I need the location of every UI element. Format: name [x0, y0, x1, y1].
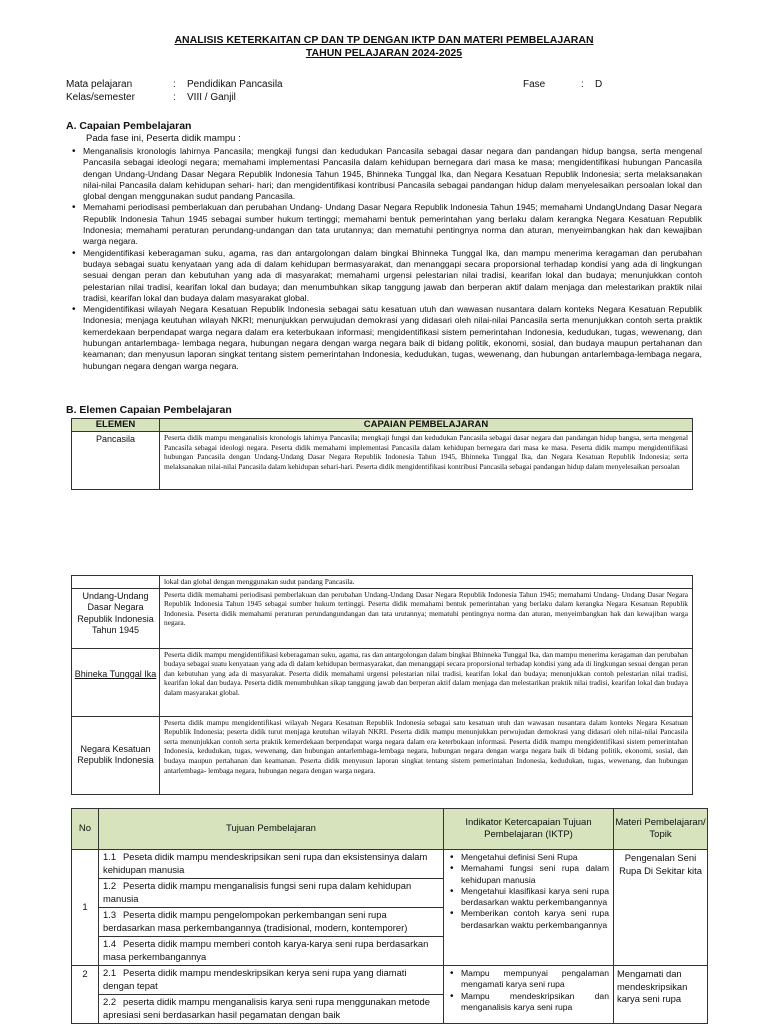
materi-topic: Pengenalan Seni Rupa Di Sekitar kita [614, 850, 708, 966]
elemen-bhineka-cell [72, 648, 160, 716]
tp-number: 2.2 [103, 996, 117, 1007]
iktp-item: • Mengetahui definisi Seni Rupa [446, 852, 609, 863]
fase-label: Fase [523, 79, 546, 90]
tp-text: Peseta didik mampu mendeskripsikan seni rupa dan eksistensinya dalam kehidupan manusia [103, 851, 428, 875]
cp-column-header: CAPAIAN PEMBELAJARAN [160, 419, 693, 432]
tp-number: 2.1 [103, 967, 117, 978]
tp-number: 1.2 [103, 880, 117, 891]
cp-pancasila-continued: lokal dan global dengan menggunakan sudut pandang Pancasila. [160, 576, 693, 589]
elemen-nkri: Negara Kesatuan Republik Indonesia [72, 716, 160, 794]
cp-bullet-item: • Menganalisis kronologis lahirnya Pancasila; mengkaji fungsi dan kedudukan Pancasila sebagai dasar negara dan pandangan hidup bangsa, serta mengenal Pancasila sebagai ideologi negara; memahami implementasi Pancasila dalam kehidupan bernegara dari masa ke masa; mengidentifikasi hubungan Pancasila dengan Undang-Undang Dasar Negara Republik Indonesia Tahun 1945, Bhinneka Tunggal Ika, dan Negara Kesatuan Republik Indonesia; serta melaksanakan nilai-nilai Pancasila dalam kehidupan sehari- hari; dan mengidentifikasi kontribusi Pancasila sebagai pandangan hidup dalam menyelesaikan persoalan lokal dan global dengan menggunakan sudut pandang Pancasila. [68, 146, 702, 202]
tp-text: Peserta didik mampu pengelompokan perkembangan seni rupa berdasarkan masa perkembangannya (tradisional, modern, kontemporer) [103, 909, 408, 933]
tp-item [99, 879, 444, 908]
elemen-cp-table-continued [71, 575, 693, 795]
row-number: 1 [72, 850, 99, 966]
cp-bullet-item: • Memahami periodisasi pemberlakuan dan perubahan Undang- Undang Dasar Negara Republik Indonesia Tahun 1945; memahami UndangUndang Dasar Negara Republik Indonesia Tahun 1945 sebagai sumber hukum tertinggi; memahami bentuk pemerintahan yang berlaku dalam kerangka Negara Kesatuan Republik Indonesia; memahami peraturan perundang-undangan dan tata urutannya; dan mematuhi pentingnya norma dan aturan, menyeimbangkan hak dan kewajiban warga negara. [68, 202, 702, 247]
cp-nkri: Peserta didik mampu mengidentifikasi wilayah Negara Kesatuan Republik Indonesia sebagai satu kesatuan utuh dan wawasan nusantara dalam konteks Negara Kesatuan Republik Indonesia; peserta didik turut menjaga keutuhan wilayah NKRI. Peserta didik mampu menunjukkan perwujudan demokrasi yang didasari oleh nilai-nilai Pancasila serta menunjukkan contoh serta praktik kemerdekaan berpendapat warga negara dalam era keterbukaan informasi. Peserta didik mampu mengidentifikasi sistem pemerintahan Indonesia, kedudukan, tugas, wewenang, dan hubungan antarlembaga-lembaga negara, hubungan negara dengan warga negara baik di bidang politik, ekonomi, sosial, dan budaya maupun pertahanan dan keamanan. Peserta didik menyusun laporan singkat tentang sistem pemerintahan Indonesia, kedudukan, tugas, wewenang, dan hubungan antarlembaga- lembaga negara, hubungan negara dengan warga negara. [160, 716, 693, 794]
no-column-header: No [72, 809, 99, 850]
elemen-uud-1945: Undang-Undang Dasar Negara Republik Indonesia Tahun 1945 [72, 588, 160, 648]
iktp-column-header: Indikator Ketercapaian Tujuan Pembelajaran (IKTP) [444, 809, 614, 850]
tp-item [99, 937, 444, 966]
elemen-bhineka: Bhineka Tunggal Ika [74, 668, 157, 679]
materi-topic: Mengamati dan mendeskripsikan karya seni rupa [614, 966, 708, 1024]
row-number: 2 [72, 966, 99, 1024]
kelas-value: VIII / Ganjil [187, 92, 236, 103]
tp-item [99, 850, 444, 879]
title-line-1: ANALISIS KETERKAITAN CP DAN TP DENGAN IKTP DAN MATERI PEMBELAJARAN [174, 34, 594, 46]
tp-number: 1.1 [103, 851, 117, 862]
tp-text: peserta didik mampu menganalisis karya seni rupa menggunakan metode apresiasi seni berdasarkan hasil pegamatan dengan baik [103, 996, 430, 1020]
section-a-heading: A. Capaian Pembelajaran [66, 120, 192, 132]
cp-bullet-item: • Mengidentifikasi keberagaman suku, agama, ras dan antargolongan dalam bingkai Bhinneka Tunggal Ika, dan mampu menerima keragaman dan perubahan budaya sebagai suatu kenyataan yang ada di dalam kehidupan bermasyarakat, dan menanggapi secara proporsional terhadap kondisi yang ada di lingkungan sesuai dengan peran dan kebutuhan yang ada di masyarakat; memahami urgensi pelestarian nilai tradisi, kearifan lokal dan budaya; menunjukkan contoh pelestarian nilai tradisi, kearifan lokal dan budaya; dan menumbuhkan sikap tanggung jawab dan berperan aktif dalam menjaga dan melestarikan praktik nilai tradisi, kearifan lokal dan budaya dalam masyarakat global. [68, 248, 702, 304]
cp-bullet-list [68, 146, 702, 372]
mapel-colon: : [173, 79, 176, 90]
cp-uud-1945: Peserta didik memahami periodisasi pemberlakuan dan perubahan Undang-Undang Dasar Negara Republik Indonesia Tahun 1945; memahami Undang- Undang Dasar Negara Republik Indonesia Tahun 1945 sebagai sumber hukum tertinggi. Peserta didik memahami bentuk pemerintahan yang berlaku dalam kerangka Negara Kesatuan Republik Indonesia. Peserta didik memahami peraturan perundangundangan dan tata urutannya; mematuhi pentingnya norma dan aturan, menyeimbangkan hak dan kewajiban warga negara. [160, 588, 693, 648]
cp-bhineka: Peserta didik mampu mengidentifikasi keberagaman suku, agama, ras dan antargolongan dalam bingkai Bhinneka Tunggal Ika, dan mampu menerima keragaman dan perubahan budaya sebagai suatu kenyataan yang ada di dalam kehidupan bermasyarakat, dan menanggapi secara proporsional terhadap kondisi yang ada di lingkungan sesuai dengan peran dan kebutuhan yang ada di masyarakat. Peserta didik memahami urgensi pelestarian nilai tradisi, kearifan lokal dan budaya; menunjukkan contoh pelestarian nilai tradisi, kearifan lokal dan budaya. Peserta didik menumbuhkan sikap tanggung jawab dan berperan aktif dalam menjaga dan melestarikan praktik nilai tradisi, kearifan lokal dan budaya dalam masyarakat global. [160, 648, 693, 716]
elemen-pancasila-continued [72, 576, 160, 589]
tp-item [99, 995, 444, 1024]
iktp-cell [444, 966, 614, 1024]
cp-bullet-item: • Mengidentifikasi wilayah Negara Kesatuan Republik Indonesia sebagai satu kesatuan utuh dan wawasan nusantara dalam konteks Negara Kesatuan Republik Indonesia; menjaga keutuhan wilayah NKRI; menunjukkan perwujudan demokrasi yang didasari oleh nilai-nilai Pancasila serta menunjukkan contoh serta praktik kemerdekaan berpendapat warga negara dalam era keterbukaan informasi; mengidentifikasi sistem pemerintahan Indonesia, kedudukan, tugas, wewenang, dan hubungan antarlembaga- lembaga negara, hubungan negara dengan warga negara baik di bidang politik, ekonomi, sosial, dan budaya maupun pertahanan dan keamanan; dan menyusun laporan singkat tentang sistem pemerintahan Indonesia, kedudukan, tugas, wewenang, dan hubungan antarlembaga-lembaga negara, hubungan negara dengan warga negara. [68, 304, 702, 372]
iktp-cell [444, 850, 614, 966]
tp-iktp-table [71, 808, 708, 1024]
materi-column-header: Materi Pembelajaran/ Topik [614, 809, 708, 850]
mapel-label: Mata pelajaran [66, 79, 133, 90]
section-b-heading: B. Elemen Capaian Pembelajaran [66, 404, 232, 416]
iktp-list [446, 852, 609, 931]
tp-item [99, 966, 444, 995]
title-line-2: TAHUN PELAJARAN 2024-2025 [305, 47, 463, 59]
fase-colon: : [581, 79, 584, 90]
elemen-column-header: ELEMEN [72, 419, 160, 432]
section-a-intro: Pada fase ini, Peserta didik mampu : [86, 133, 241, 144]
tp-column-header: Tujuan Pembelajaran [99, 809, 444, 850]
fase-value: D [595, 79, 603, 90]
iktp-item: • Mengetahui klasifikasi karya seni rupa berdasarkan waktu perkembangannya [446, 886, 609, 909]
mapel-value: Pendidikan Pancasila [187, 79, 283, 90]
document-title [0, 34, 768, 60]
iktp-list [446, 968, 609, 1013]
iktp-item: • Mampu mempunyai pengalaman mengamati karya seni rupa [446, 968, 609, 991]
tp-item [99, 908, 444, 937]
iktp-item: • Memahami fungsi seni rupa dalam kehidupan manusia [446, 863, 609, 886]
kelas-colon: : [173, 92, 176, 103]
cp-pancasila: Peserta didik mampu menganalisis kronologis lahirnya Pancasila; mengkaji fungsi dan kedudukan Pancasila sebagai dasar negara dan pandangan hidup bangsa, serta mengenal Pancasila sebagai ideologi negara. Peserta didik memahami implementasi Pancasila dalam kehidupan bernegara dari masa ke masa. Peserta didik mampu mengidentifikasi hubungan Pancasila dengan Undang-Undang Dasar Negara Republik Indonesia Tahun 1945, Bhinneka Tunggal Ika, dan Negara Kesatuan Republik Indonesia; serta melaksanakan nilai-nilai Pancasila dalam kehidupan sehari-hari. Peserta didik mengidentifikasi kontribusi Pancasila sebagai pandangan hidup dalam menyelesaikan persoalan [160, 432, 693, 490]
tp-number: 1.4 [103, 938, 117, 949]
kelas-label: Kelas/semester [66, 92, 135, 103]
tp-text: Peserta didik mampu memberi contoh karya-karya seni rupa berdasarkan masa perkembangannya [103, 938, 429, 962]
tp-text: Peserta didik mampu mendeskripsikan kerya seni rupa yang diamati dengan tepat [103, 967, 407, 991]
tp-text: Peserta didik mampu menganalisis fungsi seni rupa dalam kehidupan manusia [103, 880, 412, 904]
iktp-item: • Mampu mendeskripsikan dan menganalisis karya seni rupa [446, 991, 609, 1014]
elemen-pancasila: Pancasila [72, 432, 160, 490]
elemen-cp-table [71, 418, 693, 490]
tp-number: 1.3 [103, 909, 117, 920]
iktp-item: • Memberikan contoh karya seni rupa berdasarkan waktu perkembangannya [446, 908, 609, 931]
